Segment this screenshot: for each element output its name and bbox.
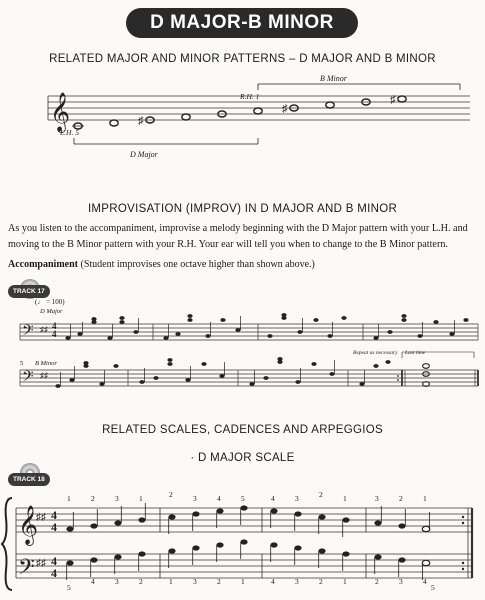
svg-text:♯: ♯ [390, 94, 396, 106]
svg-text:♯♯: ♯♯ [40, 371, 48, 380]
svg-text:4: 4 [51, 566, 57, 580]
svg-text:𝄞: 𝄞 [50, 94, 71, 131]
svg-text:4: 4 [51, 554, 57, 568]
fingering-number: 2 [319, 577, 323, 586]
fingering-number: 2 [91, 494, 95, 503]
svg-text:♯♯: ♯♯ [36, 558, 46, 569]
svg-text:♯♯: ♯♯ [40, 325, 48, 334]
fingering-number: 2 [169, 490, 173, 499]
fingering-number: 2 [139, 577, 143, 586]
section-heading-improv: IMPROVISATION (IMPROV) IN D MAJOR AND B MINOR [87, 203, 398, 215]
repeat-label: Repeat as necessary [353, 350, 398, 356]
fingering-number: 2 [319, 490, 323, 499]
accompaniment-staff-1 [18, 310, 480, 350]
fingering-number: 1 [423, 494, 427, 503]
fingering-number: 4 [271, 577, 275, 586]
improv-paragraph: As you listen to the accompaniment, improvise a melody beginning with the D Major pattern with your L.H. and moving to the B Minor pattern with your R.H. Your ear will tell you when to change to the B Minor pattern. [8, 223, 468, 250]
svg-text:𝄢: 𝄢 [18, 555, 35, 584]
fingering-number: 3 [295, 494, 299, 503]
fingering-number: 3 [399, 577, 403, 586]
track-18-badge: TRACK 18 [8, 473, 50, 486]
fingering-number: 5 [67, 583, 71, 592]
fingering-number: 3 [115, 494, 119, 503]
fingering-number: 4 [91, 577, 95, 586]
bass-fingering-row [0, 577, 485, 592]
fingering-number: 3 [193, 577, 197, 586]
fingering-number: 2 [217, 577, 221, 586]
svg-text:4: 4 [52, 329, 57, 339]
accompaniment-line [8, 259, 315, 270]
measure-number: 5 [20, 360, 24, 367]
svg-text:♯♯: ♯♯ [36, 512, 46, 523]
last-time-label: Last time [405, 350, 426, 356]
accompaniment-label: Accompaniment [8, 259, 78, 270]
fingering-number: 4 [271, 494, 275, 503]
fingering-number: 3 [115, 577, 119, 586]
b-minor-marking: B Minor [35, 360, 57, 367]
fingering-number: 3 [375, 494, 379, 503]
fingering-number: 4 [423, 577, 427, 586]
lh-label: L.H. 5 [60, 128, 79, 137]
d-major-label: D Major [130, 150, 158, 159]
fingering-number: 1 [139, 494, 143, 503]
page-title: D MAJOR-B MINOR [126, 8, 358, 38]
svg-text:4: 4 [52, 321, 57, 331]
svg-text:𝄢: 𝄢 [22, 322, 34, 342]
svg-text:𝄢: 𝄢 [22, 368, 34, 388]
svg-text:♯: ♯ [138, 115, 144, 127]
fingering-number: 1 [343, 577, 347, 586]
svg-text:♯: ♯ [282, 103, 288, 115]
fingering-number: 1 [169, 577, 173, 586]
fingering-number: 5 [431, 583, 435, 592]
svg-text:4: 4 [51, 520, 57, 534]
fingering-number: 1 [67, 494, 71, 503]
fingering-number: 1 [241, 577, 245, 586]
b-minor-label: B Minor [320, 74, 347, 83]
section-heading-patterns: RELATED MAJOR AND MINOR PATTERNS – D MAJOR AND B MINOR [49, 53, 436, 65]
fingering-number: 4 [217, 494, 221, 503]
fingering-number: 2 [399, 494, 403, 503]
rh-label: R.H. 1 [240, 92, 260, 101]
patterns-staff [40, 68, 470, 168]
accompaniment-note: (Student improvises one octave higher than shown above.) [80, 259, 315, 270]
fingering-number: 1 [343, 494, 347, 503]
d-major-scale-heading: · D MAJOR SCALE [190, 452, 295, 464]
tempo-marking: (♩ = 100) [35, 298, 65, 306]
d-major-marking: D Major [40, 308, 63, 315]
track-17-badge: TRACK 17 [8, 285, 50, 298]
fingering-number: 2 [375, 577, 379, 586]
fingering-number: 5 [241, 494, 245, 503]
svg-text:𝄞: 𝄞 [18, 507, 39, 544]
fingering-number: 3 [295, 577, 299, 586]
fingering-number: 3 [193, 494, 197, 503]
svg-text:4: 4 [51, 508, 57, 522]
section-heading-scales: RELATED SCALES, CADENCES AND ARPEGGIOS [102, 424, 383, 436]
accompaniment-staff-2 [18, 350, 480, 395]
treble-fingering-row [0, 490, 485, 504]
